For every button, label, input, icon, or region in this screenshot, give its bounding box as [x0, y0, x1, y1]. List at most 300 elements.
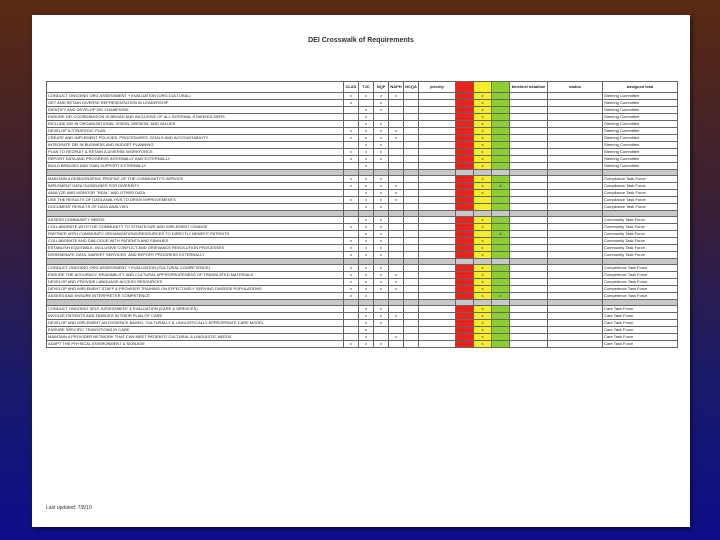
crosswalk-mark	[404, 334, 419, 341]
timeline-cell	[510, 272, 548, 279]
crosswalk-mark	[389, 245, 404, 252]
requirement-cell: IMPLEMENT DATA GUIDELINES FOR DIVERSITY	[47, 183, 344, 190]
header-timeline: timeline/ deadline	[510, 82, 548, 93]
timeline-cell	[510, 163, 548, 170]
crosswalk-mark: x	[344, 176, 359, 183]
timeline-cell	[510, 128, 548, 135]
yellow-status-cell: x	[474, 224, 492, 231]
crosswalk-mark: x	[359, 176, 374, 183]
yellow-status-cell: x	[474, 128, 492, 135]
crosswalk-mark: x	[374, 252, 389, 259]
priority-cell	[419, 176, 456, 183]
crosswalk-mark: x	[374, 149, 389, 156]
requirement-cell: DEVELOP AND PROVIDE LANGUAGE ACCESS RESOURCES	[47, 279, 344, 286]
table-row	[47, 121, 678, 128]
status-cell	[548, 197, 603, 204]
priority-cell	[419, 135, 456, 142]
crosswalk-mark	[404, 156, 419, 163]
red-status-cell	[456, 100, 474, 107]
priority-cell	[419, 272, 456, 279]
crosswalk-mark: x	[359, 327, 374, 334]
requirement-cell: REPORT DATA AND PROGRESS INTERNALLY AND EXTERNALLY	[47, 156, 344, 163]
crosswalk-mark: x	[374, 204, 389, 211]
green-status-cell: x	[492, 293, 510, 300]
status-cell	[548, 114, 603, 121]
table-row	[47, 279, 678, 286]
crosswalk-mark	[374, 114, 389, 121]
requirement-cell: INVOLVE PATIENTS AND FAMILIES IN THEIR PLAN OF CARE	[47, 313, 344, 320]
priority-cell	[419, 293, 456, 300]
assigned-lead-cell: Competence Task Force	[603, 279, 678, 286]
priority-cell	[419, 279, 456, 286]
assigned-lead-cell: Competence Task Force	[603, 286, 678, 293]
crosswalk-mark	[389, 163, 404, 170]
yellow-status-cell: x	[474, 265, 492, 272]
green-status-cell: x	[492, 183, 510, 190]
assigned-lead-cell: Steering Committee	[603, 114, 678, 121]
crosswalk-mark	[404, 327, 419, 334]
crosswalk-mark: x	[374, 320, 389, 327]
table-row	[47, 327, 678, 334]
crosswalk-mark: x	[344, 93, 359, 100]
priority-cell	[419, 183, 456, 190]
table-row	[47, 163, 678, 170]
crosswalk-mark	[389, 231, 404, 238]
status-cell	[548, 272, 603, 279]
crosswalk-mark: x	[344, 245, 359, 252]
crosswalk-mark	[344, 306, 359, 313]
red-status-cell	[456, 114, 474, 121]
priority-cell	[419, 217, 456, 224]
red-status-cell	[456, 142, 474, 149]
crosswalk-mark	[389, 293, 404, 300]
header-status: status	[548, 82, 603, 93]
timeline-cell	[510, 224, 548, 231]
header-priority: priority	[419, 82, 456, 93]
requirement-cell: DEVELOP A STRATEGIC PLAN	[47, 128, 344, 135]
status-cell	[548, 231, 603, 238]
crosswalk-mark: x	[374, 341, 389, 348]
crosswalk-mark: x	[359, 341, 374, 348]
table-row	[47, 245, 678, 252]
crosswalk-mark: x	[374, 121, 389, 128]
crosswalk-mark: x	[389, 334, 404, 341]
timeline-cell	[510, 197, 548, 204]
timeline-cell	[510, 93, 548, 100]
crosswalk-mark: x	[389, 286, 404, 293]
assigned-lead-cell: Care Task Force	[603, 327, 678, 334]
crosswalk-mark	[344, 190, 359, 197]
crosswalk-mark: x	[359, 217, 374, 224]
crosswalk-mark	[404, 190, 419, 197]
yellow-status-cell: x	[474, 217, 492, 224]
status-cell	[548, 320, 603, 327]
crosswalk-mark: x	[359, 265, 374, 272]
yellow-status-cell: x	[474, 142, 492, 149]
assigned-lead-cell: Compliance Task Force	[603, 176, 678, 183]
requirement-cell: INTEGRATE DEI IN BUSINESS AND BUDGET PLANNING	[47, 142, 344, 149]
crosswalk-mark	[374, 327, 389, 334]
crosswalk-mark: x	[374, 313, 389, 320]
header-c3: NQF	[374, 82, 389, 93]
crosswalk-mark	[404, 341, 419, 348]
crosswalk-mark	[404, 163, 419, 170]
yellow-status-cell: x	[474, 93, 492, 100]
timeline-cell	[510, 107, 548, 114]
requirement-cell: DEVELOP AND IMPLEMENT AN EVIDENCE BASED, CULTURALLY & LINGUISTICALLY APPROPRIATE CARE MODEL	[47, 320, 344, 327]
timeline-cell	[510, 265, 548, 272]
green-status-cell	[492, 142, 510, 149]
red-status-cell	[456, 224, 474, 231]
requirement-cell: IDENTIFY AND DEVELOP DEI CHAMPIONS	[47, 107, 344, 114]
green-status-cell	[492, 238, 510, 245]
crosswalk-mark	[344, 320, 359, 327]
crosswalk-mark: x	[374, 224, 389, 231]
green-status-cell	[492, 107, 510, 114]
status-cell	[548, 265, 603, 272]
yellow-status-cell: x	[474, 272, 492, 279]
requirement-cell: MAINTAIN A PROVIDER NETWORK THAT CAN MEET PATIENTS' CULTURAL & LINGUISTIC NEEDS	[47, 334, 344, 341]
red-status-cell	[456, 149, 474, 156]
assigned-lead-cell: Community Task Force	[603, 238, 678, 245]
crosswalk-mark: x	[344, 286, 359, 293]
status-cell	[548, 286, 603, 293]
crosswalk-mark	[344, 114, 359, 121]
crosswalk-mark: x	[389, 190, 404, 197]
assigned-lead-cell: Steering Committee	[603, 121, 678, 128]
table-row	[47, 334, 678, 341]
yellow-status-cell: x	[474, 341, 492, 348]
crosswalk-mark	[404, 149, 419, 156]
crosswalk-mark: x	[374, 197, 389, 204]
crosswalk-mark	[404, 306, 419, 313]
crosswalk-mark: x	[359, 163, 374, 170]
green-status-cell	[492, 320, 510, 327]
status-cell	[548, 341, 603, 348]
crosswalk-mark: x	[374, 107, 389, 114]
red-status-cell	[456, 320, 474, 327]
crosswalk-mark: x	[344, 265, 359, 272]
crosswalk-mark: x	[374, 183, 389, 190]
assigned-lead-cell: Care Task Force	[603, 334, 678, 341]
timeline-cell	[510, 238, 548, 245]
requirement-cell: COLLABORATE AND DIALOGUE WITH PATIENTS AND FAMILIES	[47, 238, 344, 245]
crosswalk-mark	[404, 142, 419, 149]
crosswalk-mark	[344, 327, 359, 334]
crosswalk-mark	[344, 163, 359, 170]
status-cell	[548, 128, 603, 135]
crosswalk-mark: x	[359, 238, 374, 245]
crosswalk-mark: x	[359, 121, 374, 128]
status-cell	[548, 224, 603, 231]
table-row	[47, 217, 678, 224]
assigned-lead-cell: Steering Committee	[603, 135, 678, 142]
crosswalk-mark	[389, 107, 404, 114]
yellow-status-cell	[474, 204, 492, 211]
table-row	[47, 204, 678, 211]
requirement-cell: ENSURE DEI COORDINATION IS BROAD AND INCLUSIVE OF ALL INTERNAL STAKEHOLDERS	[47, 114, 344, 121]
status-cell	[548, 149, 603, 156]
status-cell	[548, 142, 603, 149]
assigned-lead-cell: Steering Committee	[603, 163, 678, 170]
crosswalk-mark: x	[374, 142, 389, 149]
priority-cell	[419, 190, 456, 197]
assigned-lead-cell: Competence Task Force	[603, 265, 678, 272]
table-row	[47, 306, 678, 313]
crosswalk-mark	[404, 245, 419, 252]
green-status-cell	[492, 135, 510, 142]
red-status-cell	[456, 272, 474, 279]
red-status-cell	[456, 121, 474, 128]
timeline-cell	[510, 252, 548, 259]
crosswalk-mark: x	[374, 128, 389, 135]
crosswalk-mark: x	[359, 252, 374, 259]
green-status-cell: x	[492, 231, 510, 238]
crosswalk-mark	[404, 313, 419, 320]
requirement-cell: MAINTAIN A DEMOGRAPHIC PROFILE OF THE COMMUNITY'S SERVICE	[47, 176, 344, 183]
header-c5: NCQA	[404, 82, 419, 93]
crosswalk-mark: x	[359, 114, 374, 121]
assigned-lead-cell: Care Task Force	[603, 313, 678, 320]
crosswalk-mark: x	[344, 272, 359, 279]
crosswalk-mark: x	[344, 341, 359, 348]
crosswalk-mark	[404, 320, 419, 327]
green-status-cell	[492, 114, 510, 121]
assigned-lead-cell: Community Task Force	[603, 231, 678, 238]
green-status-cell	[492, 224, 510, 231]
yellow-status-cell: x	[474, 245, 492, 252]
table-row	[47, 107, 678, 114]
green-status-cell	[492, 190, 510, 197]
timeline-cell	[510, 204, 548, 211]
status-cell	[548, 156, 603, 163]
crosswalk-mark: x	[344, 128, 359, 135]
table-row	[47, 183, 678, 190]
requirement-cell: GET AND RETAIN DIVERSE REPRESENTATION IN LEADERSHIP	[47, 100, 344, 107]
status-cell	[548, 252, 603, 259]
status-cell	[548, 306, 603, 313]
timeline-cell	[510, 341, 548, 348]
crosswalk-mark	[404, 224, 419, 231]
priority-cell	[419, 306, 456, 313]
crosswalk-mark: x	[359, 149, 374, 156]
header-c1: CLAS	[344, 82, 359, 93]
requirement-cell: USE THE RESULTS OF DATA ANALYSIS TO DRIVE IMPROVEMENTS	[47, 197, 344, 204]
crosswalk-mark: x	[359, 135, 374, 142]
crosswalk-mark: x	[359, 313, 374, 320]
red-status-cell	[456, 313, 474, 320]
requirement-cell: PLAN TO RECRUIT & RETAIN A DIVERSE WORKFORCE	[47, 149, 344, 156]
assigned-lead-cell: Steering Committee	[603, 93, 678, 100]
crosswalk-mark	[404, 183, 419, 190]
priority-cell	[419, 93, 456, 100]
assigned-lead-cell: Care Task Force	[603, 341, 678, 348]
document-title: DEI Crosswalk of Requirements	[308, 37, 414, 44]
table-row	[47, 190, 678, 197]
crosswalk-mark	[389, 265, 404, 272]
crosswalk-mark: x	[359, 231, 374, 238]
priority-cell	[419, 231, 456, 238]
crosswalk-mark	[359, 100, 374, 107]
crosswalk-mark	[404, 265, 419, 272]
requirement-cell: CREATE AND IMPLEMENT POLICIES, PROCEDURES, GOALS AND ACCOUNTABILITY	[47, 135, 344, 142]
crosswalk-mark	[389, 204, 404, 211]
requirement-cell: CONDUCT ONGOING SELF-ASSESSMENT & EVALUATION (CARE & SERVICES)	[47, 306, 344, 313]
priority-cell	[419, 320, 456, 327]
red-status-cell	[456, 128, 474, 135]
timeline-cell	[510, 306, 548, 313]
green-status-cell	[492, 286, 510, 293]
requirement-cell: ASSESS COMMUNITY NEEDS	[47, 217, 344, 224]
yellow-status-cell: x	[474, 293, 492, 300]
green-status-cell	[492, 279, 510, 286]
red-status-cell	[456, 163, 474, 170]
timeline-cell	[510, 100, 548, 107]
timeline-cell	[510, 156, 548, 163]
green-status-cell	[492, 341, 510, 348]
requirement-cell: ENSURE THE ACCURACY, READABILITY AND CULTURAL APPROPRIATENESS OF TRANSLATED MATERIALS	[47, 272, 344, 279]
crosswalk-mark: x	[374, 135, 389, 142]
requirement-cell: PARTNER WITH COMMUNITY ORGANIZATIONS/RESOURCES TO DIRECTLY BENEFIT PATIENTS	[47, 231, 344, 238]
green-status-cell	[492, 245, 510, 252]
assigned-lead-cell: Steering Committee	[603, 100, 678, 107]
crosswalk-mark: x	[359, 334, 374, 341]
crosswalk-mark	[389, 156, 404, 163]
crosswalk-mark: x	[389, 279, 404, 286]
green-status-cell	[492, 327, 510, 334]
assigned-lead-cell: Compliance Task Force	[603, 197, 678, 204]
requirement-cell: ADAPT THE PHYSICAL ENVIRONMENT & SIGNAGE	[47, 341, 344, 348]
crosswalk-mark: x	[359, 293, 374, 300]
yellow-status-cell	[474, 197, 492, 204]
priority-cell	[419, 286, 456, 293]
table-row	[47, 341, 678, 348]
crosswalk-mark: x	[389, 128, 404, 135]
yellow-status-cell: x	[474, 176, 492, 183]
crosswalk-mark: x	[374, 176, 389, 183]
crosswalk-mark	[374, 163, 389, 170]
requirement-cell: ASSESS AND ENSURE INTERPRETER COMPETENCE	[47, 293, 344, 300]
crosswalk-mark: x	[359, 197, 374, 204]
requirement-cell: DISSEMINATE DATA, MARKET SERVICES, AND REPORT PROGRESS EXTERNALLY	[47, 252, 344, 259]
timeline-cell	[510, 217, 548, 224]
red-status-cell	[456, 217, 474, 224]
priority-cell	[419, 163, 456, 170]
crosswalk-mark	[389, 238, 404, 245]
timeline-cell	[510, 190, 548, 197]
crosswalk-mark: x	[374, 245, 389, 252]
crosswalk-mark	[404, 176, 419, 183]
crosswalk-mark: x	[359, 245, 374, 252]
crosswalk-mark	[404, 238, 419, 245]
green-status-cell	[492, 197, 510, 204]
priority-cell	[419, 149, 456, 156]
table-row	[47, 100, 678, 107]
assigned-lead-cell: Steering Committee	[603, 128, 678, 135]
crosswalk-mark: x	[359, 156, 374, 163]
crosswalk-mark	[389, 114, 404, 121]
crosswalk-mark: x	[389, 313, 404, 320]
timeline-cell	[510, 149, 548, 156]
red-status-cell	[456, 265, 474, 272]
green-status-cell	[492, 204, 510, 211]
yellow-status-cell: x	[474, 313, 492, 320]
green-status-cell	[492, 334, 510, 341]
yellow-status-cell: x	[474, 190, 492, 197]
status-cell	[548, 107, 603, 114]
crosswalk-mark: x	[374, 190, 389, 197]
assigned-lead-cell: Community Task Force	[603, 245, 678, 252]
status-cell	[548, 121, 603, 128]
timeline-cell	[510, 231, 548, 238]
crosswalk-mark: x	[374, 217, 389, 224]
timeline-cell	[510, 176, 548, 183]
crosswalk-mark	[389, 341, 404, 348]
timeline-cell	[510, 142, 548, 149]
crosswalk-mark: x	[374, 265, 389, 272]
requirement-cell: CONDUCT ONGOING ORG ASSESSMENT + EVALUATION (ORG CULTURAL)	[47, 93, 344, 100]
status-cell	[548, 100, 603, 107]
crosswalk-mark: x	[344, 279, 359, 286]
red-status-cell	[456, 334, 474, 341]
priority-cell	[419, 121, 456, 128]
header-requirement	[47, 82, 344, 93]
yellow-status-cell: x	[474, 320, 492, 327]
assigned-lead-cell: Steering Committee	[603, 149, 678, 156]
red-status-cell	[456, 156, 474, 163]
timeline-cell	[510, 135, 548, 142]
table-row	[47, 293, 678, 300]
crosswalk-mark	[404, 272, 419, 279]
timeline-cell	[510, 121, 548, 128]
last-updated-note: Last updated: 7/8/10	[46, 505, 92, 511]
crosswalk-mark	[404, 252, 419, 259]
yellow-status-cell: x	[474, 100, 492, 107]
assigned-lead-cell: Compliance Task Force	[603, 190, 678, 197]
table-row	[47, 265, 678, 272]
green-status-cell	[492, 306, 510, 313]
table-row	[47, 313, 678, 320]
red-status-cell	[456, 190, 474, 197]
crosswalk-mark: x	[359, 190, 374, 197]
green-status-cell	[492, 265, 510, 272]
red-status-cell	[456, 286, 474, 293]
header-owner: assigned lead	[603, 82, 678, 93]
assigned-lead-cell: Steering Committee	[603, 156, 678, 163]
requirement-cell: BUILD BRIDGES AND GAIN SUPPORT EXTERNALLY	[47, 163, 344, 170]
priority-cell	[419, 334, 456, 341]
crosswalk-mark: x	[374, 286, 389, 293]
assigned-lead-cell: Compliance Task Force	[603, 183, 678, 190]
status-cell	[548, 176, 603, 183]
status-cell	[548, 204, 603, 211]
priority-cell	[419, 128, 456, 135]
crosswalk-mark	[389, 142, 404, 149]
green-status-cell	[492, 272, 510, 279]
crosswalk-mark: x	[389, 135, 404, 142]
crosswalk-mark: x	[344, 135, 359, 142]
table-row	[47, 252, 678, 259]
crosswalk-mark: x	[359, 279, 374, 286]
table-header-row	[47, 82, 678, 93]
yellow-status-cell: x	[474, 121, 492, 128]
priority-cell	[419, 107, 456, 114]
assigned-lead-cell: Community Task Force	[603, 224, 678, 231]
yellow-status-cell: x	[474, 135, 492, 142]
crosswalk-mark	[389, 306, 404, 313]
timeline-cell	[510, 114, 548, 121]
crosswalk-mark: x	[359, 183, 374, 190]
